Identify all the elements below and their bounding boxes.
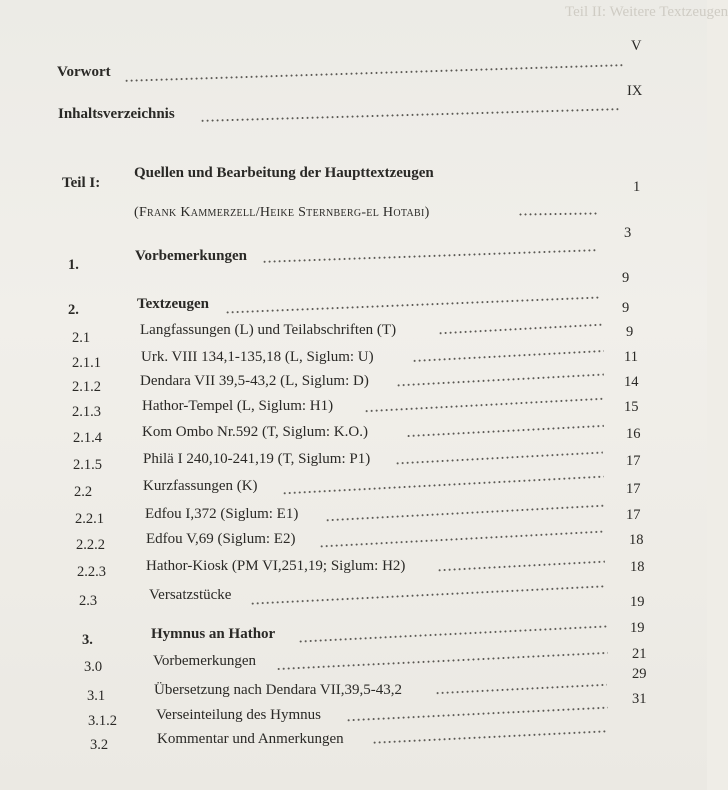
part-authors: (Frank Kammerzell/Heike Sternberg-el Hotabi) [134,205,430,220]
toc-entry-inhaltsverzeichnis [0,83,707,122]
dot-leader [437,561,605,572]
page-number: 19 [630,620,645,636]
dot-leader [364,398,604,413]
entry-number: 2.1.2 [72,379,101,395]
entry-number: 1. [68,257,79,273]
entry-title: Kurzfassungen (K) [143,478,258,494]
page-number: IX [627,83,643,99]
page-number: 14 [624,374,639,390]
page-number: 17 [626,507,641,523]
entry-title: Vorbemerkungen [153,653,257,669]
entry-title: Langfassungen (L) und Teilabschriften (T) [140,322,397,338]
entry-number: 2.1 [72,330,91,346]
entry-number: 3.1.2 [88,713,117,729]
page-number: 17 [626,453,641,469]
dot-leader [124,64,624,82]
entry-title: Kom Ombo Nr.592 (T, Siglum: K.O.) [142,424,368,440]
part-title: Quellen und Bearbeitung der Haupttextzeugen [134,165,434,181]
entry-title: Edfou I,372 (Siglum: E1) [145,506,299,522]
entry-title: Textzeugen [137,296,209,312]
dot-leader [396,374,604,387]
entry-title: Hathor-Kiosk (PM VI,251,19; Siglum: H2) [146,558,406,574]
entry-number: 2.3 [79,593,98,609]
entry-title: Kommentar und Anmerkungen [157,731,344,747]
dot-leader [438,324,603,335]
entry-title: Hathor-Tempel (L, Siglum: H1) [142,398,334,414]
page-number: 16 [626,426,641,442]
entry-title: Inhaltsverzeichnis [58,106,175,122]
entry-number: 3. [82,632,93,648]
page-number: 1 [633,179,641,195]
toc-entry-vorwort [0,38,707,80]
dot-leader [325,505,605,522]
dot-leader [518,212,598,215]
dot-leader [435,684,607,694]
entry-title: Hymnus an Hathor [151,626,276,642]
entry-number: 2.1.3 [72,404,101,420]
page-number: 29 [632,666,647,682]
entry-number: 3.0 [84,659,103,675]
dot-leader [406,425,604,437]
page-number: 21 [632,646,647,662]
bleed-through-text: Teil II: Weitere Textzeugen [565,4,728,20]
entry-title: Philä I 240,10-241,19 (T, Siglum: P1) [143,451,371,467]
page-number: 18 [630,559,645,575]
page-number: 17 [626,481,641,497]
dot-leader [298,625,608,642]
entry-number: 3.1 [87,688,106,704]
entry-title: Vorwort [57,64,111,80]
part-number: Teil I: [62,175,101,191]
entry-title: Edfou V,69 (Siglum: E2) [146,531,296,547]
entry-title: Übersetzung nach Dendara VII,39,5-43,2 [154,682,402,698]
dot-leader [282,476,604,495]
dot-leader [200,108,620,122]
dot-leader [395,452,603,465]
entry-title: Urk. VIII 134,1-135,18 (L, Siglum: U) [141,349,374,365]
page-number: 3 [624,225,632,241]
entry-number: 2.2.2 [76,537,105,553]
entry-number: 3.2 [90,737,109,753]
toc-entry [0,225,707,273]
entry-number: 2. [68,302,79,318]
page-number: 31 [632,691,647,707]
dot-leader [262,249,598,263]
dot-leader [319,531,605,548]
page-number: V [631,38,642,54]
dot-leader [346,707,608,722]
entry-title: Dendara VII 39,5-43,2 (L, Siglum: D) [140,373,369,389]
dot-leader [250,585,606,604]
entry-number: 2.1.4 [73,430,102,446]
page-number: 9 [622,300,630,316]
entry-number: 2.2.3 [77,564,106,580]
entry-title: Versatzstücke [149,587,232,603]
toc-entry [0,270,707,318]
entry-number: 2.2 [74,484,93,500]
entry-number: 2.2.1 [75,511,104,527]
dot-leader [276,652,608,670]
dot-leader [412,350,604,362]
page-number: 15 [624,399,639,415]
dot-leader [225,296,600,313]
entry-number: 2.1.5 [73,457,102,473]
page-number: 19 [630,594,645,610]
entry-title: Vorbemerkungen [135,248,247,264]
page-number: 9 [622,270,630,286]
entry-number: 2.1.1 [72,355,101,371]
toc-part-heading [0,165,707,220]
page-number: 18 [629,532,644,548]
page-number: 11 [624,349,638,365]
entry-title: Verseinteilung des Hymnus [156,707,321,723]
page-number: 9 [626,324,634,340]
